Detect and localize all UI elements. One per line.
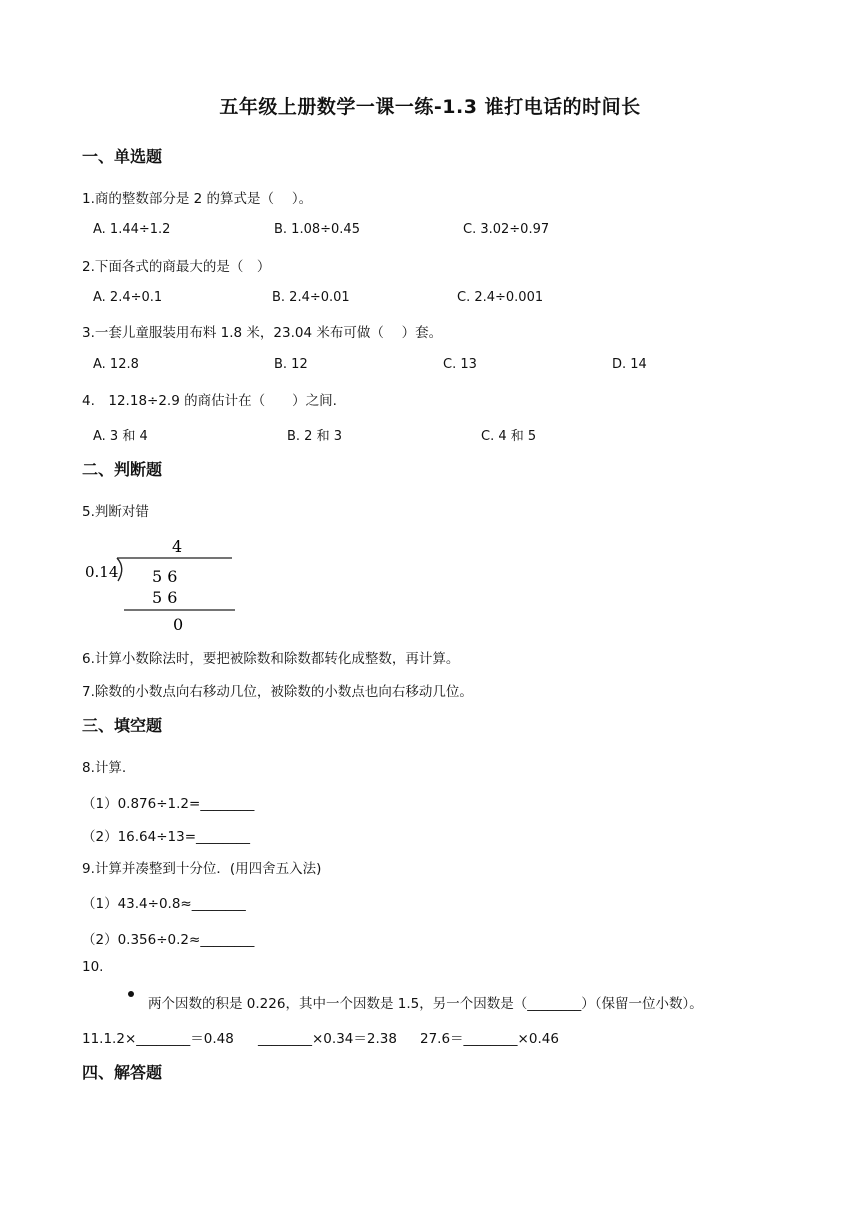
question-6: 6.计算小数除法时，要把被除数和除数都转化成整数，再计算。 [82, 651, 460, 667]
question-10: 10. [82, 959, 104, 975]
bullet-icon [128, 991, 134, 997]
division-product: 5 6 [152, 588, 178, 607]
long-division-figure [82, 535, 242, 635]
question-8: 8.计算. [82, 760, 127, 776]
q4-option-a: A. 3 和 4 [93, 429, 148, 444]
q2-option-a: A. 2.4÷0.1 [93, 290, 163, 305]
q3-option-d: D. 14 [612, 357, 647, 372]
question-1: 1.商的整数部分是 2 的算式是（ ）。 [82, 191, 313, 207]
division-divisor: 0.14 [85, 563, 119, 581]
q2-option-c: C. 2.4÷0.001 [457, 290, 544, 305]
q8-item-2: （2）16.64÷13=________ [82, 829, 251, 845]
q2-option-b: B. 2.4÷0.01 [272, 290, 350, 305]
q3-option-c: C. 13 [443, 357, 477, 372]
division-dividend: 5 6 [152, 567, 178, 586]
question-7: 7.除数的小数点向右移动几位，被除数的小数点也向右移动几位。 [82, 684, 473, 700]
question-3: 3.一套儿童服装用布料 1.8 米，23.04 米布可做（ ）套。 [82, 325, 443, 341]
q1-option-c: C. 3.02÷0.97 [463, 222, 550, 237]
page-title: 五年级上册数学一课一练-1.3 谁打电话的时间长 [219, 96, 641, 118]
division-quotient: 4 [172, 537, 183, 556]
question-4: 4. 12.18÷2.9 的商估计在（ ）之间. [82, 393, 337, 409]
q3-option-a: A. 12.8 [93, 357, 139, 372]
division-remainder: 0 [173, 615, 184, 634]
q4-option-b: B. 2 和 3 [287, 429, 342, 444]
q9-item-1: （1）43.4÷0.8≈________ [82, 896, 246, 912]
q1-option-a: A. 1.44÷1.2 [93, 222, 171, 237]
question-5: 5.判断对错 [82, 504, 149, 520]
section-heading-single-choice: 一、单选题 [82, 147, 163, 166]
section-heading-fill-in: 三、填空题 [82, 716, 163, 735]
q3-option-b: B. 12 [274, 357, 308, 372]
section-heading-answer: 四、解答题 [82, 1063, 163, 1082]
q11-part-3: 27.6＝________×0.46 [420, 1031, 559, 1047]
q1-option-b: B. 1.08÷0.45 [274, 222, 360, 237]
q8-item-1: （1）0.876÷1.2=________ [82, 796, 255, 812]
q10-bullet-text: 两个因数的积是 0.226，其中一个因数是 1.5，另一个因数是（________）（保留一位小数）。 [148, 996, 703, 1012]
q11-part-2: ________×0.34＝2.38 [258, 1031, 397, 1047]
q11-part-1: 11.1.2×________＝0.48 [82, 1031, 234, 1047]
section-heading-true-false: 二、判断题 [82, 460, 163, 479]
q4-option-c: C. 4 和 5 [481, 429, 537, 444]
q9-item-2: （2）0.356÷0.2≈________ [82, 932, 255, 948]
question-9: 9.计算并凑整到十分位．(用四舍五入法) [82, 861, 322, 877]
question-2: 2.下面各式的商最大的是（ ） [82, 259, 271, 275]
